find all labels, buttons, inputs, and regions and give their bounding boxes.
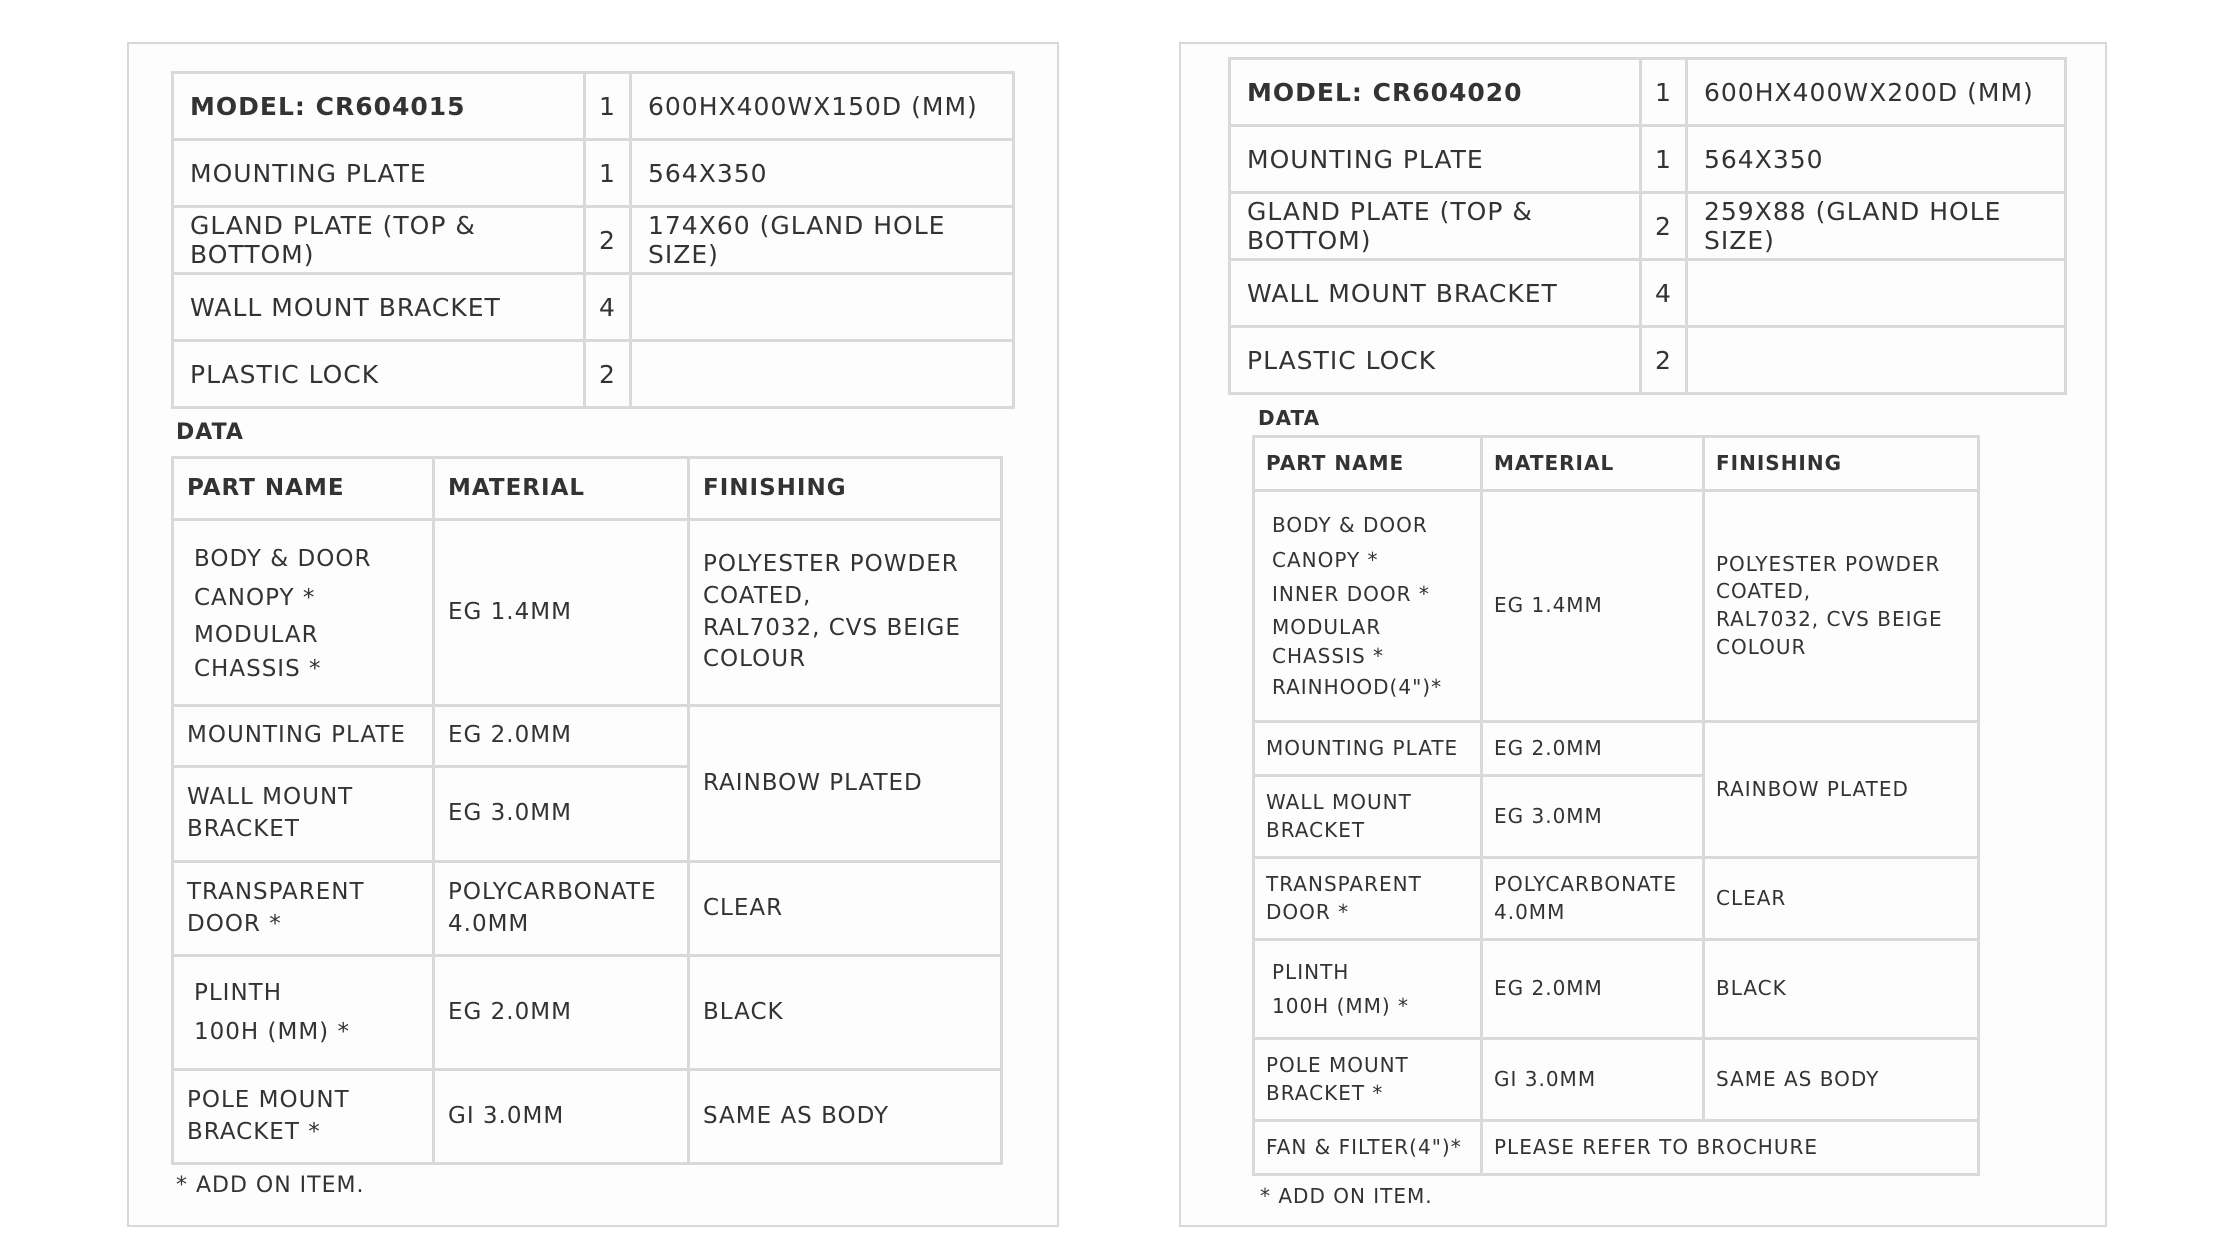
part-name-line: BRACKET [187,816,300,842]
table-row [1254,940,1979,1039]
finishing: CLEAR [1704,858,1979,940]
quantity: 2 [1641,193,1687,260]
part-name-line: PLINTH [1272,959,1350,984]
part-name [173,767,434,862]
finishing: BLACK [689,956,1002,1070]
material-line: POLYCARBONATE [448,878,657,905]
component-name: WALL MOUNT BRACKET [173,274,585,341]
part-name-line: BRACKET * [1266,1080,1384,1105]
quantity: 2 [1641,327,1687,394]
material: EG 3.0MM [1482,776,1704,858]
material: EG 2.0MM [434,956,689,1070]
part-name: MOUNTING PLATE [173,706,434,767]
part-name [173,1070,434,1164]
part-name-line: POLE MOUNT [1266,1052,1409,1077]
table-row [173,341,1014,408]
component-name: GLAND PLATE (TOP & BOTTOM) [1230,193,1641,260]
table-row [1254,722,1979,776]
table-row [173,520,1002,706]
component-name: PLASTIC LOCK [1230,327,1641,394]
part-name-line: 100H (MM) * [194,1018,350,1045]
material: GI 3.0MM [1482,1039,1704,1121]
part-name-line: DOOR * [187,910,282,937]
quantity: 1 [1641,59,1687,126]
header-material: MATERIAL [1482,437,1704,491]
quantity: 1 [1641,126,1687,193]
part-name-line: BRACKET * [187,1118,321,1145]
part-name-line: POLE MOUNT [187,1086,350,1113]
table-row [1230,126,2066,193]
part-name [173,956,434,1070]
table-row [173,706,1002,767]
table-row [1230,260,2066,327]
add-on-footnote: * ADD ON ITEM. [1260,1184,1433,1208]
material: EG 2.0MM [1482,940,1704,1039]
dimension [631,274,1014,341]
components-table [1228,57,2067,395]
model-name: MODEL: CR604015 [173,73,585,140]
finishing: RAINBOW PLATED [1704,722,1979,858]
part-name [1254,491,1482,722]
finishing: SAME AS BODY [1704,1039,1979,1121]
material: EG 1.4MM [434,520,689,706]
material-line: 4.0MM [448,910,530,937]
part-name-line: INNER DOOR * [1272,582,1430,606]
spec-sheet-cr604020 [1179,42,2107,1227]
dimension [1687,327,2066,394]
part-name [1254,940,1482,1039]
finishing: BLACK [1704,940,1979,1039]
part-name-line: DOOR * [1266,899,1350,924]
table-row [1254,1039,1979,1121]
dimension [631,341,1014,408]
dimension [1687,260,2066,327]
materials-table [171,456,1003,1165]
part-name-line: CHASSIS * [1272,643,1385,668]
header-material: MATERIAL [434,458,689,520]
table-row [173,1070,1002,1164]
material [434,862,689,956]
part-name-line: TRANSPARENT [187,878,365,905]
part-name-line: RAINHOOD(4")* [1272,674,1443,699]
finishing [689,520,1002,706]
finishing: SAME AS BODY [689,1070,1002,1164]
part-name: MOUNTING PLATE [1254,722,1482,776]
part-name-line: CANOPY * [1272,547,1379,572]
quantity: 2 [585,341,631,408]
header-part-name: PART NAME [1254,437,1482,491]
add-on-footnote: * ADD ON ITEM. [176,1173,365,1198]
finishing-line: RAL7032, CVS BEIGE [1716,607,1943,631]
quantity: 1 [585,140,631,207]
table-header-row [173,458,1002,520]
quantity: 1 [585,73,631,140]
quantity: 4 [585,274,631,341]
finishing-line: COLOUR [703,646,807,673]
material: EG 1.4MM [1482,491,1704,722]
part-name-line: CANOPY * [194,584,316,611]
part-name [173,520,434,706]
table-row [1230,59,2066,126]
table-row [173,274,1014,341]
part-name-line: 100H (MM) * [1272,994,1410,1018]
table-row [173,956,1002,1070]
spec-sheet-cr604015 [127,42,1059,1227]
header-finishing: FINISHING [1704,437,1979,491]
components-table [171,71,1015,409]
table-header-row [1254,437,1979,491]
table-row [1230,193,2066,260]
header-part-name: PART NAME [173,458,434,520]
finishing-line: COATED, [1716,579,1812,604]
part-name-line: TRANSPARENT [1266,871,1422,896]
finishing-line: COLOUR [1716,634,1807,659]
brochure-note: PLEASE REFER TO BROCHURE [1482,1121,1979,1175]
component-name: MOUNTING PLATE [173,140,585,207]
finishing-line: POLYESTER POWDER [1716,551,1941,576]
dimension: 259X88 (GLAND HOLE SIZE) [1687,193,2066,260]
dimension: 600HX400WX150D (MM) [631,73,1014,140]
finishing-line: COATED, [703,582,812,609]
data-heading: DATA [176,420,244,445]
part-name-line: MODULAR [194,621,319,648]
material: GI 3.0MM [434,1070,689,1164]
finishing-line: POLYESTER POWDER [703,551,959,578]
part-name [1254,858,1482,940]
part-name-line: BODY & DOOR [194,545,372,572]
dimension: 564X350 [631,140,1014,207]
quantity: 4 [1641,260,1687,327]
finishing: CLEAR [689,862,1002,956]
dimension: 564X350 [1687,126,2066,193]
table-row [1254,858,1979,940]
table-row [1254,491,1979,722]
component-name: PLASTIC LOCK [173,341,585,408]
part-name-line: BRACKET [1266,817,1366,842]
finishing [1704,491,1979,722]
material [1482,858,1704,940]
finishing: RAINBOW PLATED [689,706,1002,862]
material: EG 2.0MM [1482,722,1704,776]
finishing-line: RAL7032, CVS BEIGE [703,614,961,641]
component-name: MOUNTING PLATE [1230,126,1641,193]
quantity: 2 [585,207,631,274]
material-line: POLYCARBONATE [1494,871,1678,896]
part-name-line: WALL MOUNT [187,784,354,811]
materials-table [1252,435,1980,1176]
part-name-line: BODY & DOOR [1272,513,1428,537]
table-row [1254,1121,1979,1175]
table-row [173,140,1014,207]
part-name [1254,776,1482,858]
dimension: 600HX400WX200D (MM) [1687,59,2066,126]
model-name: MODEL: CR604020 [1230,59,1641,126]
data-heading: DATA [1258,406,1321,430]
part-name [1254,1039,1482,1121]
header-finishing: FINISHING [689,458,1002,520]
part-name: FAN & FILTER(4")* [1254,1121,1482,1175]
material-line: 4.0MM [1494,899,1566,924]
part-name-line: MODULAR [1272,614,1382,639]
part-name [173,862,434,956]
material: EG 3.0MM [434,767,689,862]
table-row [1230,327,2066,394]
component-name: GLAND PLATE (TOP & BOTTOM) [173,207,585,274]
table-row [173,862,1002,956]
part-name-line: WALL MOUNT [1266,789,1412,814]
material: EG 2.0MM [434,706,689,767]
dimension: 174X60 (GLAND HOLE SIZE) [631,207,1014,274]
component-name: WALL MOUNT BRACKET [1230,260,1641,327]
part-name-line: CHASSIS * [194,655,322,682]
table-row [173,207,1014,274]
part-name-line: PLINTH [194,979,283,1006]
table-row [173,73,1014,140]
